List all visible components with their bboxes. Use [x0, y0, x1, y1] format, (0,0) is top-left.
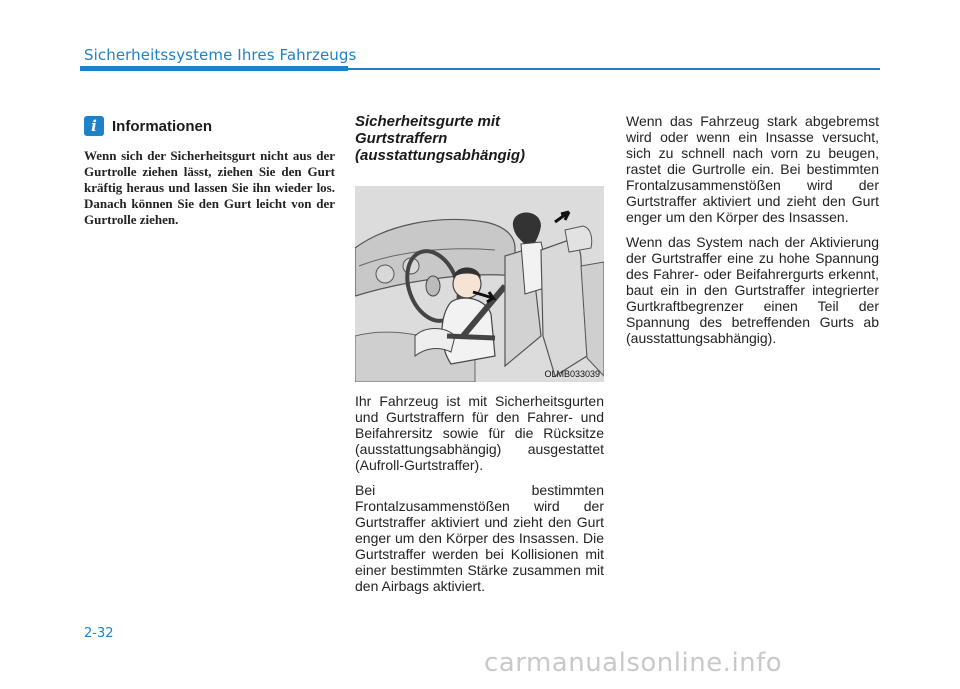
paragraph: Bei bestimmten Frontalzusammenstößen wird der Gurtstraffer aktiviert und zieht den Gurt enger um den Körper des Insassen. Die Gurtstraffer werden bei Kollisionen mit einer bestimmten Stärke zusammen mit den Airbags aktiviert.	[355, 482, 604, 594]
info-heading	[84, 114, 335, 138]
car-interior-drawing	[355, 186, 604, 382]
paragraph: Wenn das Fahrzeug stark abgebremst wird oder wenn ein Insasse versucht, sich zu schnell nach vorn zu beugen, rastet die Gurtrolle ein. Bei bestimmten Frontalzusammenstößen wird der Gurtstraffer aktiviert und zieht den Gurt enger um den Körper des Insassen.	[626, 113, 879, 225]
figure-caption: OLMB033039	[544, 369, 600, 379]
column-middle	[355, 113, 604, 603]
header-rule	[348, 68, 880, 70]
column-middle-text	[355, 393, 604, 594]
info-box	[84, 114, 335, 228]
column-right	[626, 113, 879, 355]
watermark: carmanualsonline.info	[484, 648, 783, 678]
info-title: Informationen	[112, 117, 212, 135]
info-icon: i	[84, 116, 104, 136]
section-title-line3: (ausstattungsabhängig)	[355, 147, 526, 164]
section-title	[355, 113, 604, 164]
info-text: Wenn sich der Sicherheitsgurt nicht aus der Gurtrolle ziehen lässt, ziehen Sie den Gurt kräftig heraus und lassen Sie ihn wieder los. Danach können Sie den Gurt leicht von der Gurtrolle ziehen.	[84, 148, 335, 227]
paragraph: Ihr Fahrzeug ist mit Sicherheitsgurten und Gurtstraffern für den Fahrer- und Beifahrersitz sowie für die Rücksitze (ausstattungsabhängig) ausgestattet (Aufroll-Gurtstraffer).	[355, 393, 604, 473]
paragraph: Wenn das System nach der Aktivierung der Gurtstraffer eine zu hohe Spannung des Fahrer- oder Beifahrergurts erkennt, baut ein in den Gurtstraffer integrierter Gurtkraftbegrenzer einen Teil der Spannung des betreffenden Gurts ab (ausstattungsabhängig).	[626, 234, 879, 346]
section-header-title: Sicherheitssysteme Ihres Fahrzeugs	[84, 46, 357, 64]
section-title-line1: Sicherheitsgurte mit	[355, 113, 501, 130]
section-title-line2: Gurtstraffern	[355, 130, 448, 147]
page-number: 2-32	[84, 626, 114, 641]
header-accent-bar	[80, 66, 348, 71]
seatbelt-illustration	[355, 186, 604, 382]
